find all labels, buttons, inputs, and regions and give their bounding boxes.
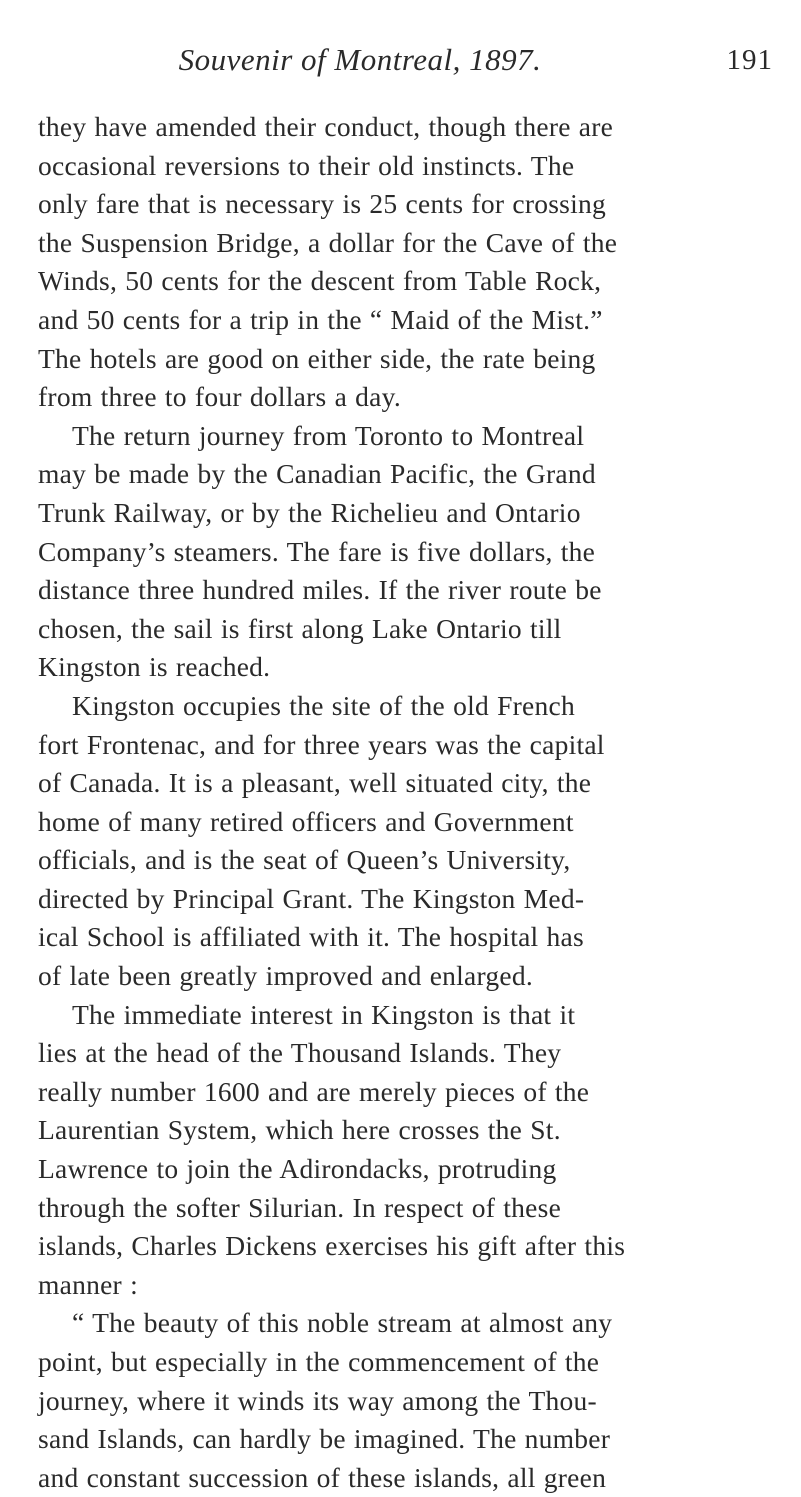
text-line: point, but especially in the commencement of the bbox=[38, 1346, 600, 1377]
running-title: Souvenir of Montreal, 1897. bbox=[178, 42, 542, 77]
text-line: really number 1600 and are merely pieces of the bbox=[38, 1075, 590, 1107]
text-line: Kingston is reached. bbox=[38, 651, 271, 683]
text-line: the Suspension Bridge, a dollar for the Cave of the bbox=[38, 226, 618, 258]
text-line: manner : bbox=[38, 1268, 138, 1300]
text-line: lies at the head of the Thousand Islands. They bbox=[38, 1037, 562, 1069]
text-line: Winds, 50 cents for the descent from Table Rock, bbox=[38, 265, 602, 297]
text-line: The hotels are good on either side, the rate being bbox=[38, 342, 596, 374]
text-line: may be made by the Canadian Pacific, the Grand bbox=[38, 458, 596, 490]
text-line: chosen, the sail is first along Lake Ontario till bbox=[38, 612, 562, 644]
text-line: The immediate interest in Kingston is that it bbox=[72, 998, 576, 1030]
text-line: and 50 cents for a trip in the “ Maid of the Mist.” bbox=[38, 303, 603, 335]
text-line: islands, Charles Dickens exercises his gift after this bbox=[38, 1230, 626, 1262]
text-line: they have amended their conduct, though there are bbox=[38, 111, 614, 142]
text-line: Lawrence to join the Adirondacks, protruding bbox=[38, 1153, 557, 1185]
text-line: and constant succession of these islands, all green bbox=[38, 1461, 607, 1493]
text-line: of Canada. It is a pleasant, well situated city, the bbox=[38, 767, 592, 799]
text-line: home of many retired officers and Government bbox=[38, 805, 574, 837]
text-line: Trunk Railway, or by the Richelieu and Ontario bbox=[38, 496, 581, 528]
text-line: The return journey from Toronto to Montreal bbox=[72, 419, 585, 451]
text-line: ical School is affiliated with it. The hospital has bbox=[38, 921, 584, 953]
text-line: Laurentian System, which here crosses the St. bbox=[38, 1114, 561, 1146]
text-line: through the softer Silurian. In respect of these bbox=[38, 1191, 562, 1223]
text-line: “ The beauty of this noble stream at almost any bbox=[72, 1307, 613, 1339]
text-line: Kingston occupies the site of the old French bbox=[72, 689, 575, 721]
body-text bbox=[38, 108, 774, 1497]
text-line: officials, and is the seat of Queen’s University, bbox=[38, 844, 571, 876]
running-head bbox=[0, 42, 801, 92]
text-line: directed by Principal Grant. The Kingston Med- bbox=[38, 882, 585, 914]
text-line: distance three hundred miles. If the river route be bbox=[38, 574, 602, 606]
text-line: sand Islands, can hardly be imagined. The number bbox=[38, 1423, 611, 1455]
text-line: Company’s steamers. The fare is five dollars, the bbox=[38, 535, 596, 567]
text-line: fort Frontenac, and for three years was the capital bbox=[38, 728, 605, 760]
page-number: 191 bbox=[726, 44, 773, 76]
text-line: from three to four dollars a day. bbox=[38, 381, 401, 413]
text-line: journey, where it winds its way among the Thou- bbox=[38, 1384, 597, 1416]
text-line: of late been greatly improved and enlarged. bbox=[38, 960, 534, 992]
text-line: occasional reversions to their old instincts. The bbox=[38, 149, 575, 181]
text-line: only fare that is necessary is 25 cents for crossing bbox=[38, 188, 607, 220]
